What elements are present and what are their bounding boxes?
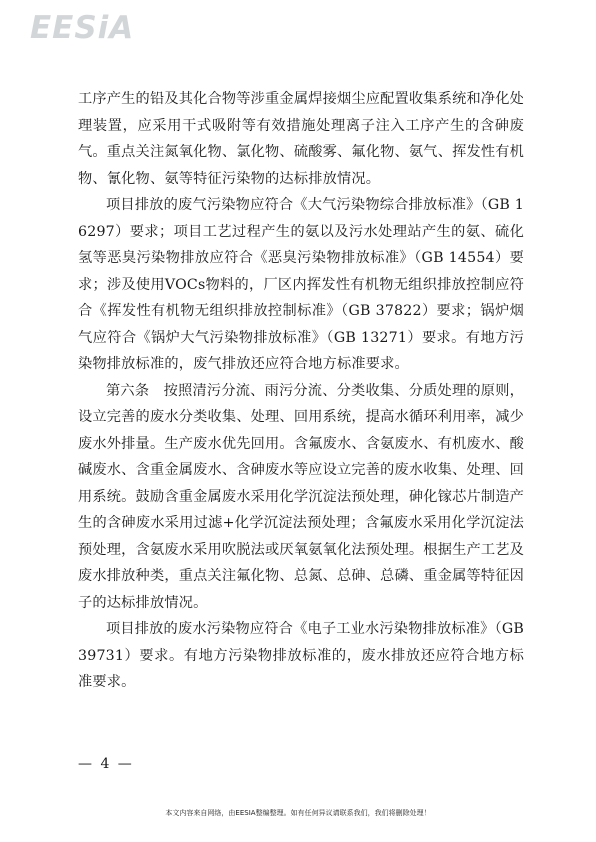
- article-6-text: 按照清污分流、雨污分流、分类收集、分质处理的原则，设立完善的废水分类收集、处理、回用系统，提高水循环利用率，减少废水外排量。生产废水优先回用。含氟废水、含氨废水、有机废水、酸碱废水、含重金属废水、含砷废水等应设立完善的废水收集、处理、回用系统。鼓励含重金属废水采用化学沉淀法预处理，砷化镓芯片制造产生的含砷废水采用过滤+化学沉淀法预处理；含氟废水采用化学沉淀法预处理，含氨废水采用吹脱法或厌氧氨氧化法预处理。根据生产工艺及废水排放种类，重点关注氟化物、总氮、总砷、总磷、重金属等特征因子的达标排放情况。: [78, 382, 525, 611]
- paragraph-exhaust-standards: 项目排放的废气污染物应符合《大气污染物综合排放标准》（GB 16297）要求；项目工艺过程产生的氨以及污水处理站产生的氨、硫化氢等恶臭污染物排放应符合《恶臭污染物排放标准》（GB 14554）要求；涉及使用VOCs物料的，厂区内挥发性有机物无组织排放控制应符合《挥发性有机物无组织排放控制标准》（GB 37822）要求；锅炉烟气应符合《锅炉大气污染物排放标准》（GB 13271）要求。有地方污染物排放标准的，废气排放还应符合地方标准要求。: [78, 197, 524, 372]
- paragraph-article-6: [78, 378, 524, 617]
- page-number: — 4 —: [78, 756, 134, 772]
- paragraph-continuation: 工序产生的铅及其化合物等涉重金属焊接烟尘应配置收集系统和净化处理装置，应采用干式吸附等有效措施处理离子注入工序产生的含砷废气。重点关注氮氧化物、氯化物、硫酸雾、氟化物、氨气、挥发性有机物、氰化物、氨等特征污染物的达标排放情况。: [78, 91, 525, 187]
- footer-disclaimer: 本文内容来自网络，由EESIA整编整理。如有任何异议请联系我们，我们将删除处理！: [165, 809, 431, 817]
- article-label: 第六条: [106, 382, 150, 399]
- eesia-logo: EESiA: [30, 10, 135, 46]
- paragraph-wastewater-standards: 项目排放的废水污染物应符合《电子工业水污染物排放标准》（GB 39731）要求。有地方污染物排放标准的，废水排放还应符合地方标准要求。: [78, 621, 524, 690]
- document-body: [78, 86, 524, 696]
